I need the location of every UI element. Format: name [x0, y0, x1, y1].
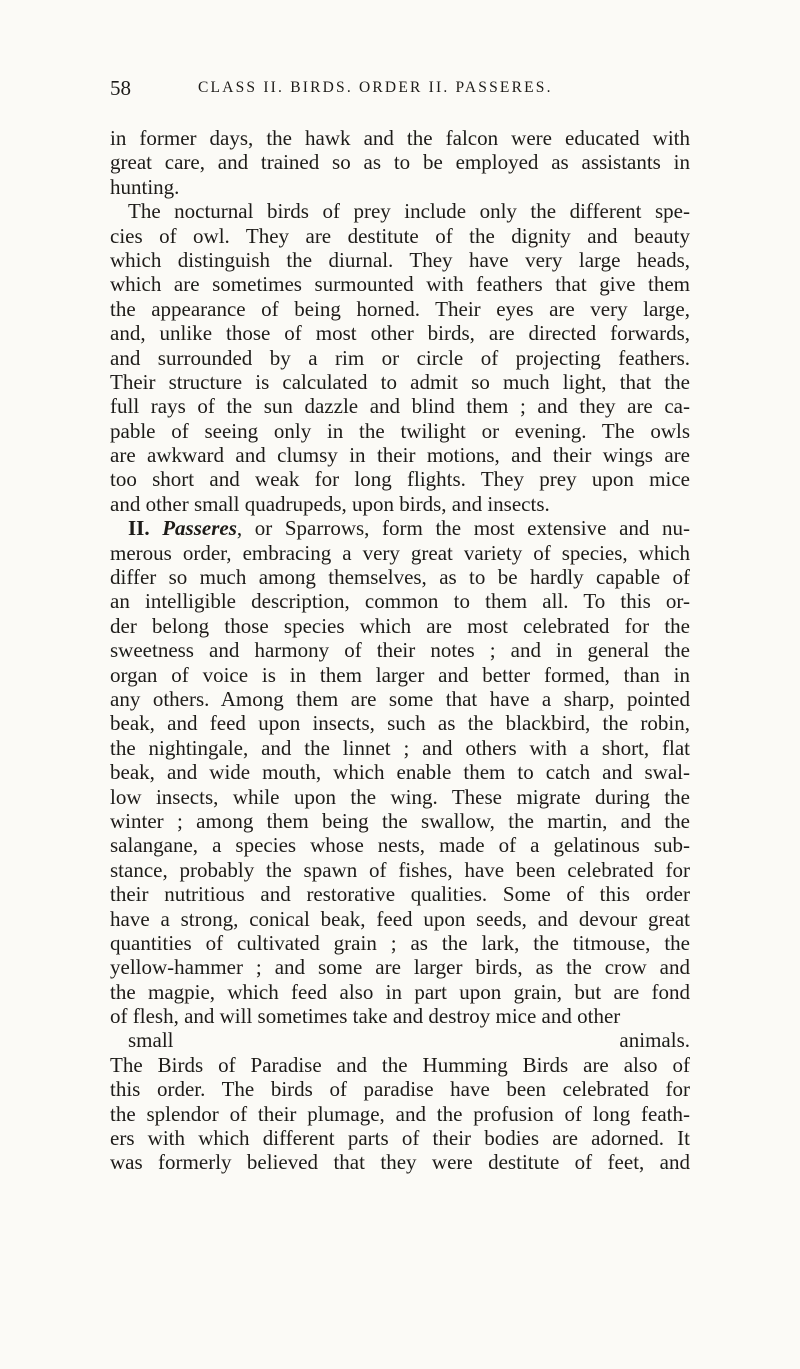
page-number: 58: [110, 76, 131, 100]
order-term: Passeres: [162, 516, 237, 541]
text-line: beak, and feed upon insects, such as the blackbird, the robin,: [110, 711, 690, 736]
text-line: too short and weak for long flights. They prey upon mice: [110, 467, 690, 492]
text-line: pable of seeing only in the twilight or evening. The owls: [110, 418, 690, 443]
running-head: [110, 76, 670, 106]
running-head-title: CLASS II. BIRDS. ORDER II. PASSERES.: [198, 79, 553, 96]
text-line: hunting.: [110, 174, 180, 199]
text-line: low insects, while upon the wing. These migrate during the: [110, 784, 690, 809]
order-numeral: II.: [128, 516, 150, 541]
text-line: quantities of cultivated grain ; as the lark, the titmouse, the: [110, 930, 690, 955]
text-line: and, unlike those of most other birds, are directed forwards,: [110, 321, 690, 346]
text-line: the appearance of being horned. Their eyes are very large,: [110, 296, 690, 321]
text-line: which distinguish the diurnal. They have very large heads,: [110, 247, 690, 272]
text-line: beak, and wide mouth, which enable them to catch and swal-: [110, 760, 690, 785]
text-line: ers with which different parts of their bodies are adorned. It: [110, 1126, 690, 1151]
text-line: in former days, the hawk and the falcon were educated with: [110, 126, 690, 150]
body-text: [110, 126, 690, 1175]
text-line: organ of voice is in them larger and better formed, than in: [110, 662, 690, 687]
text-line: the magpie, which feed also in part upon grain, but are fond: [110, 979, 690, 1004]
text-line: was formerly believed that they were destitute of feet, and: [110, 1150, 690, 1175]
text-line: have a strong, conical beak, feed upon seeds, and devour great: [110, 906, 690, 931]
text-line: yellow-hammer ; and some are larger birds, as the crow and: [110, 955, 690, 980]
text-line: The Birds of Paradise and the Humming Birds are also of: [110, 1052, 690, 1077]
text-line: winter ; among them being the swallow, the martin, and the: [110, 808, 690, 833]
text-line: merous order, embracing a very great variety of species, which: [110, 540, 690, 565]
passeres-line-rest: , or Sparrows, form the most extensive and nu-: [236, 516, 690, 541]
text-line: are awkward and clumsy in their motions, and their wings are: [110, 443, 690, 468]
text-line: small animals.: [128, 1028, 690, 1053]
text-line: Their structure is calculated to admit so much light, that the: [110, 369, 690, 394]
text-line: stance, probably the spawn of fishes, have been celebrated for: [110, 857, 690, 882]
text-line: der belong those species which are most celebrated for the: [110, 613, 690, 638]
text-line: their nutritious and restorative qualities. Some of this order: [110, 882, 690, 907]
passeres-line: [110, 516, 690, 540]
text-line: The nocturnal birds of prey include only the different spe-: [128, 199, 690, 224]
text-line: cies of owl. They are destitute of the dignity and beauty: [110, 223, 690, 248]
text-line: and surrounded by a rim or circle of projecting feathers.: [110, 345, 690, 370]
text-line: of flesh, and will sometimes take and destroy mice and other: [110, 1004, 621, 1029]
text-line: salangane, a species whose nests, made of a gelatinous sub-: [110, 833, 690, 858]
text-line: an intelligible description, common to them all. To this or-: [110, 589, 690, 614]
text-line: this order. The birds of paradise have been celebrated for: [110, 1077, 690, 1102]
text-line: sweetness and harmony of their notes ; and in general the: [110, 638, 690, 663]
text-line: differ so much among themselves, as to be hardly capable of: [110, 565, 690, 590]
text-line: and other small quadrupeds, upon birds, and insects.: [110, 491, 550, 516]
text-line: the splendor of their plumage, and the profusion of long feath-: [110, 1101, 690, 1126]
text-line: any others. Among them are some that have a sharp, pointed: [110, 686, 690, 711]
text-line: the nightingale, and the linnet ; and others with a short, flat: [110, 735, 690, 760]
text-line: full rays of the sun dazzle and blind them ; and they are ca-: [110, 394, 690, 419]
text-line: great care, and trained so as to be employed as assistants in: [110, 150, 690, 175]
text-line: which are sometimes surmounted with feathers that give them: [110, 272, 690, 297]
